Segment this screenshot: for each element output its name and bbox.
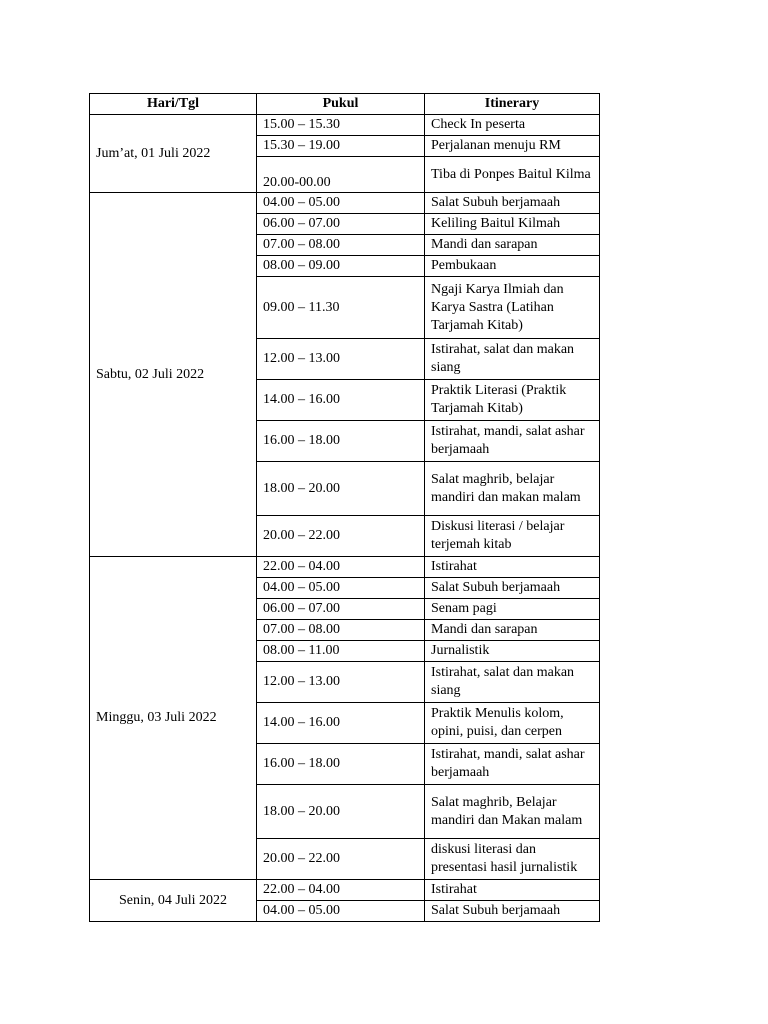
day-cell: Sabtu, 02 Juli 2022	[90, 193, 257, 557]
activity-cell: Salat maghrib, belajar mandiri dan makan malam	[425, 462, 600, 516]
activity-cell: Istirahat, mandi, salat ashar berjamaah	[425, 744, 600, 785]
time-cell: 12.00 – 13.00	[257, 662, 425, 703]
time-cell: 14.00 – 16.00	[257, 703, 425, 744]
time-cell: 15.30 – 19.00	[257, 136, 425, 157]
activity-cell: diskusi literasi dan presentasi hasil jurnalistik	[425, 839, 600, 880]
day-cell: Minggu, 03 Juli 2022	[90, 557, 257, 880]
time-cell: 20.00 – 22.00	[257, 839, 425, 880]
header-activity: Itinerary	[425, 94, 600, 115]
time-cell: 12.00 – 13.00	[257, 339, 425, 380]
table-row	[90, 193, 600, 214]
time-cell: 04.00 – 05.00	[257, 193, 425, 214]
time-cell: 06.00 – 07.00	[257, 599, 425, 620]
activity-cell: Tiba di Ponpes Baitul Kilma	[425, 157, 600, 193]
day-cell: Jum’at, 01 Juli 2022	[90, 115, 257, 193]
itinerary-table	[89, 93, 600, 922]
activity-cell: Praktik Menulis kolom, opini, puisi, dan cerpen	[425, 703, 600, 744]
time-cell: 08.00 – 11.00	[257, 641, 425, 662]
activity-cell: Senam pagi	[425, 599, 600, 620]
time-cell: 07.00 – 08.00	[257, 620, 425, 641]
activity-cell: Diskusi literasi / belajar terjemah kitab	[425, 516, 600, 557]
activity-cell: Pembukaan	[425, 256, 600, 277]
time-cell: 09.00 – 11.30	[257, 277, 425, 339]
activity-cell: Istirahat	[425, 880, 600, 901]
activity-cell: Perjalanan menuju RM	[425, 136, 600, 157]
time-cell: 07.00 – 08.00	[257, 235, 425, 256]
table-row	[90, 880, 600, 901]
time-cell: 04.00 – 05.00	[257, 578, 425, 599]
activity-cell: Mandi dan sarapan	[425, 235, 600, 256]
time-cell: 18.00 – 20.00	[257, 785, 425, 839]
time-cell: 14.00 – 16.00	[257, 380, 425, 421]
time-cell: 08.00 – 09.00	[257, 256, 425, 277]
activity-cell: Mandi dan sarapan	[425, 620, 600, 641]
day-cell: Senin, 04 Juli 2022	[90, 880, 257, 922]
activity-cell: Istirahat	[425, 557, 600, 578]
activity-cell: Keliling Baitul Kilmah	[425, 214, 600, 235]
table-row	[90, 115, 600, 136]
time-cell: 16.00 – 18.00	[257, 744, 425, 785]
header-time: Pukul	[257, 94, 425, 115]
time-cell: 22.00 – 04.00	[257, 557, 425, 578]
activity-cell: Salat maghrib, Belajar mandiri dan Makan malam	[425, 785, 600, 839]
header-day: Hari/Tgl	[90, 94, 257, 115]
activity-cell: Jurnalistik	[425, 641, 600, 662]
time-cell: 15.00 – 15.30	[257, 115, 425, 136]
activity-cell: Istirahat, salat dan makan siang	[425, 339, 600, 380]
activity-cell: Istirahat, mandi, salat ashar berjamaah	[425, 421, 600, 462]
activity-cell: Praktik Literasi (Praktik Tarjamah Kitab)	[425, 380, 600, 421]
activity-cell: Check In peserta	[425, 115, 600, 136]
time-cell: 20.00-00.00	[257, 157, 425, 193]
time-cell: 20.00 – 22.00	[257, 516, 425, 557]
activity-cell: Salat Subuh berjamaah	[425, 901, 600, 922]
time-cell: 22.00 – 04.00	[257, 880, 425, 901]
time-cell: 18.00 – 20.00	[257, 462, 425, 516]
time-cell: 16.00 – 18.00	[257, 421, 425, 462]
activity-cell: Salat Subuh berjamaah	[425, 193, 600, 214]
time-cell: 06.00 – 07.00	[257, 214, 425, 235]
activity-cell: Ngaji Karya Ilmiah dan Karya Sastra (Latihan Tarjamah Kitab)	[425, 277, 600, 339]
time-cell: 04.00 – 05.00	[257, 901, 425, 922]
activity-cell: Salat Subuh berjamaah	[425, 578, 600, 599]
header-row	[90, 94, 600, 115]
activity-cell: Istirahat, salat dan makan siang	[425, 662, 600, 703]
table-row	[90, 557, 600, 578]
